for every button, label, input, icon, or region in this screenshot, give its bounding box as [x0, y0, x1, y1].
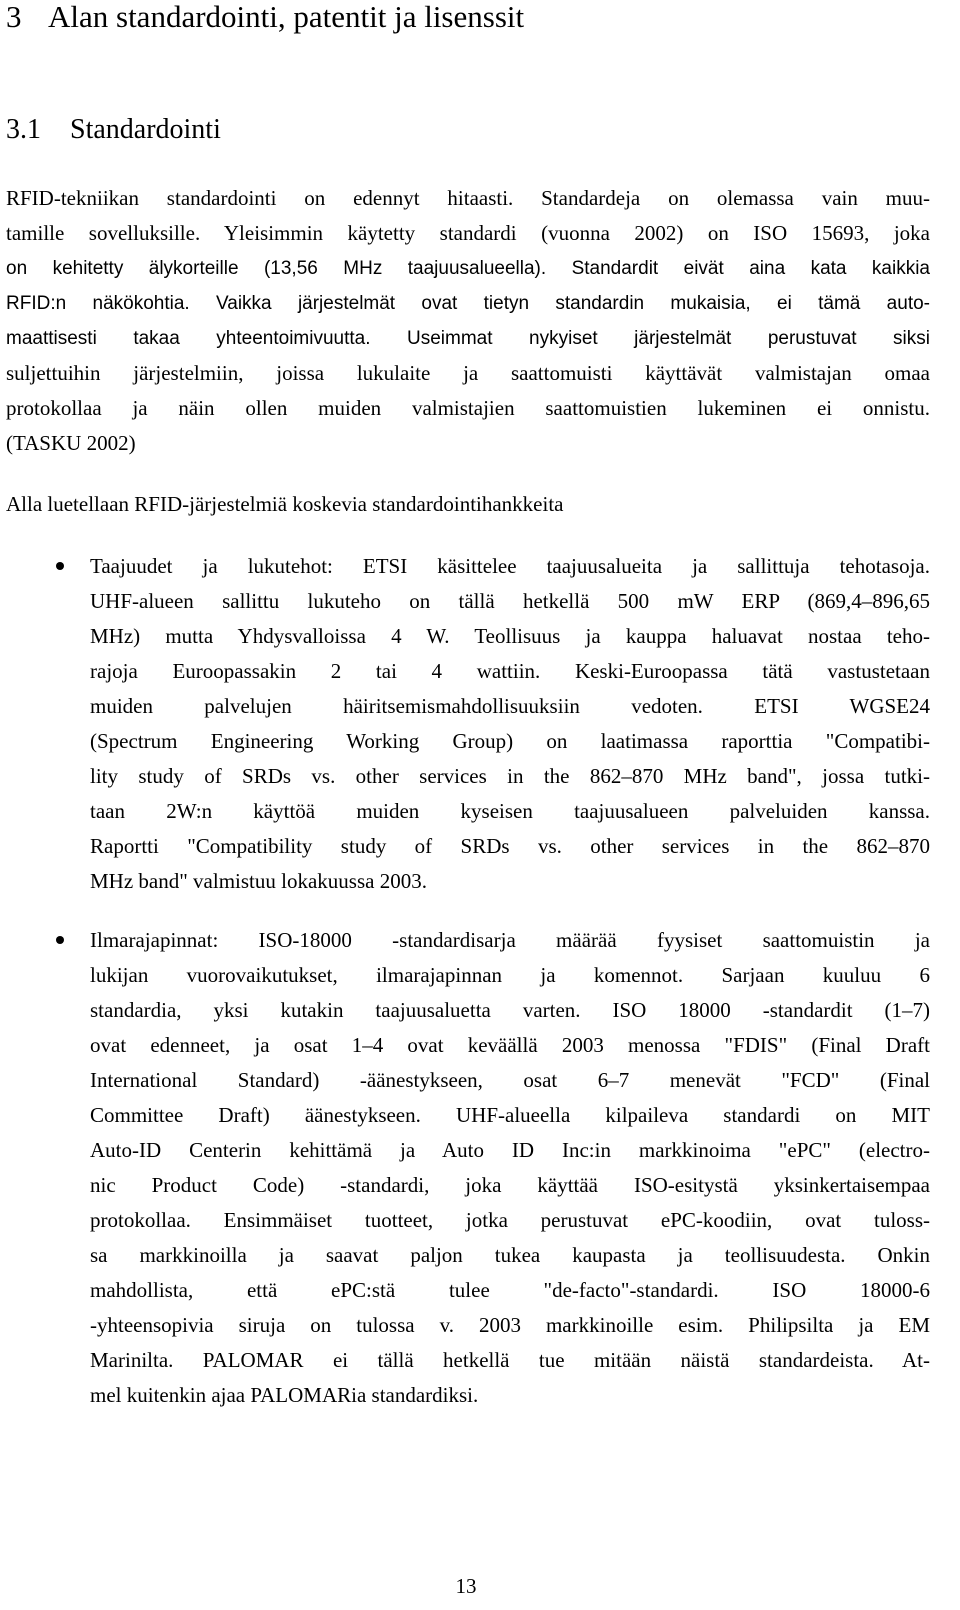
chapter-title: Alan standardointi, patentit ja lisenssit — [48, 0, 525, 34]
list-item-line: mahdollista, että ePC:stä tulee "de-facto"-standardi. ISO 18000-6 — [90, 1278, 930, 1302]
section-number: 3.1 — [6, 114, 41, 145]
list-item-line: rajoja Euroopassakin 2 tai 4 wattiin. Keski-Euroopassa tätä vastustetaan — [90, 659, 930, 683]
list-item-line: mel kuitenkin ajaa PALOMARia standardiksi. — [90, 1383, 479, 1407]
list-item-taajuudet — [90, 549, 930, 899]
paragraph-line: (TASKU 2002) — [6, 431, 136, 455]
list-item-line: Committee Draft) äänestykseen. UHF-alueella kilpaileva standardi on MIT — [90, 1103, 930, 1127]
list-item-line: Ilmarajapinnat: ISO-18000 -standardisarja määrää fyysiset saattomuistin ja — [90, 928, 930, 952]
section-heading — [6, 114, 221, 146]
list-item-line: Raportti "Compatibility study of SRDs vs. other services in the 862–870 — [90, 834, 930, 858]
list-item-line: muiden palvelujen häiritsemismahdollisuuksiin vedoten. ETSI WGSE24 — [90, 694, 930, 718]
list-item-line: MHz) mutta Yhdysvalloissa 4 W. Teollisuus ja kauppa haluavat nostaa teho- — [90, 624, 930, 648]
list-item-line: (Spectrum Engineering Working Group) on laatimassa raporttia "Compatibi- — [90, 729, 930, 753]
list-item-line: nic Product Code) -standardi, joka käyttää ISO-esitystä yksinkertaisempaa — [90, 1173, 930, 1197]
list-item-line: -yhteensopivia siruja on tulossa v. 2003 markkinoille esim. Philipsilta ja EM — [90, 1313, 930, 1337]
bullet-icon — [56, 562, 64, 570]
section-title: Standardointi — [70, 114, 221, 145]
list-item-line: standardia, yksi kutakin taajuusaluetta varten. ISO 18000 -standardit (1–7) — [90, 998, 930, 1022]
list-item-line: sa markkinoilla ja saavat paljon tukea kaupasta ja teollisuudesta. Onkin — [90, 1243, 930, 1267]
paragraph-line: Alla luetellaan RFID-järjestelmiä koskevia standardointihankkeita — [6, 492, 564, 516]
list-item-line: UHF-alueen sallittu lukuteho on tällä hetkellä 500 mW ERP (869,4–896,65 — [90, 589, 930, 613]
list-item-line: lity study of SRDs vs. other services in the 862–870 MHz band", jossa tutki- — [90, 764, 930, 788]
list-item-line: International Standard) -äänestykseen, osat 6–7 menevät "FCD" (Final — [90, 1068, 930, 1092]
paragraph-intro-list — [6, 487, 930, 522]
bullet-icon — [56, 936, 64, 944]
paragraph-line: maattisesti takaa yhteentoimivuutta. Useimmat nykyiset järjestelmät perustuvat siksi — [6, 328, 930, 349]
list-item-line: MHz band" valmistuu lokakuussa 2003. — [90, 869, 427, 893]
list-item-line: lukijan vuorovaikutukset, ilmarajapinnan ja komennot. Sarjaan kuuluu 6 — [90, 963, 930, 987]
chapter-number: 3 — [6, 0, 22, 34]
list-item-line: protokollaa. Ensimmäiset tuotteet, jotka perustuvat ePC-koodiin, ovat tuloss- — [90, 1208, 930, 1232]
paragraph-line: RFID-tekniikan standardointi on edennyt hitaasti. Standardeja on olemassa vain muu- — [6, 186, 930, 210]
paragraph-line: on kehitetty älykorteille (13,56 MHz taajuusalueella). Standardit eivät aina kata kaikkia — [6, 258, 930, 279]
paragraph-line: RFID:n näkökohtia. Vaikka järjestelmät ovat tietyn standardin mukaisia, ei tämä auto- — [6, 293, 930, 314]
paragraph-line: suljettuihin järjestelmiin, joissa lukulaite ja saattomuisti käyttävät valmistajan omaa — [6, 361, 930, 385]
list-item-line: Taajuudet ja lukutehot: ETSI käsittelee taajuusalueita ja sallittuja tehotasoja. — [90, 554, 930, 578]
list-item-line: ovat edenneet, ja osat 1–4 ovat keväällä 2003 menossa "FDIS" (Final Draft — [90, 1033, 930, 1057]
list-item-line: Auto-ID Centerin kehittämä ja Auto ID Inc:in markkinoima "ePC" (electro- — [90, 1138, 930, 1162]
paragraph-line: protokollaa ja näin ollen muiden valmistajien saattomuistien lukeminen ei onnistu. — [6, 396, 930, 420]
list-item-line: taan 2W:n käyttöä muiden kyseisen taajuusalueen palveluiden kanssa. — [90, 799, 930, 823]
paragraph-line: tamille sovelluksille. Yleisimmin käytetty standardi (vuonna 2002) on ISO 15693, joka — [6, 221, 930, 245]
list-item-line: Marinilta. PALOMAR ei tällä hetkellä tue mitään näistä standardeista. At- — [90, 1348, 930, 1372]
paragraph-standardointi — [6, 181, 930, 461]
page-number: 13 — [455, 1574, 477, 1598]
chapter-heading — [6, 0, 524, 34]
list-item-ilmarajapinnat — [90, 923, 930, 1413]
